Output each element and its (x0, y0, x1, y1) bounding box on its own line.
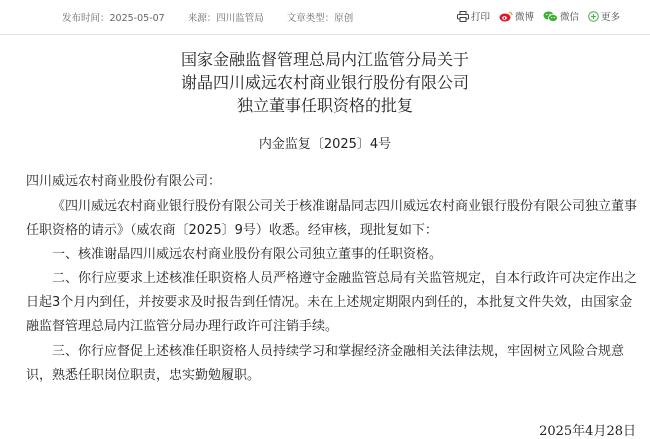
plus-circle-icon (588, 11, 599, 22)
title-line-3: 独立董事任职资格的批复 (236, 96, 413, 115)
weibo-icon (499, 11, 513, 22)
printer-icon (457, 11, 469, 22)
print-label: 打印 (470, 12, 490, 23)
article-meta-bar (0, 0, 650, 35)
print-button[interactable] (457, 9, 490, 23)
share-toolbar (448, 9, 620, 23)
document-body (26, 170, 638, 388)
salutation: 四川威远农村商业股份有限公司： (26, 174, 222, 189)
document-title (0, 48, 650, 117)
title-line-2: 谢晶四川威远农村商业银行股份有限公司 (180, 73, 469, 92)
article-type: 文章类型：原创 (286, 13, 354, 24)
paragraph-item-3: 三、你行应督促上述核准任职资格人员持续学习和掌握经济金融相关法律法规，牢固树立风险合规意识，熟悉任职岗位职责，忠实勤勉履职。 (26, 344, 625, 383)
wechat-label: 微信 (559, 12, 579, 23)
source: 来源：四川监管局 (187, 13, 264, 24)
paragraph-request: 《四川威远农村商业银行股份有限公司关于核准谢晶同志四川威远农村商业银行股份有限公司独立董事任职资格的请示》（威农商〔2025〕9号）收悉。经审核，现批复如下： (26, 199, 638, 238)
more-button[interactable] (588, 9, 620, 23)
document-number: 内金监复〔2025〕4号 (258, 137, 392, 152)
weibo-label: 微博 (514, 12, 534, 23)
article-meta (62, 10, 373, 24)
paragraph-item-2: 二、你行应要求上述核准任职资格人员严格遵守金融监管总局有关监管规定，自本行政许可决定作出之日起3个月内到任，并按要求及时报告到任情况。未在上述规定期限内到任的，本批复文件失效，由国家金融监督管理总局内江监管分局办理行政许可注销手续。 (26, 271, 638, 334)
more-label: 更多 (600, 12, 620, 23)
weibo-button[interactable] (499, 9, 534, 23)
wechat-button[interactable] (543, 9, 579, 23)
title-line-1: 国家金融监督管理总局内江监管分局关于 (180, 50, 469, 69)
publish-time: 发布时间：2025-05-07 (62, 13, 165, 24)
document-date: 2025年4月28日 (539, 424, 636, 439)
paragraph-item-1: 一、核准谢晶四川威远农村商业股份有限公司独立董事的任职资格。 (52, 247, 443, 262)
wechat-icon (543, 11, 558, 22)
